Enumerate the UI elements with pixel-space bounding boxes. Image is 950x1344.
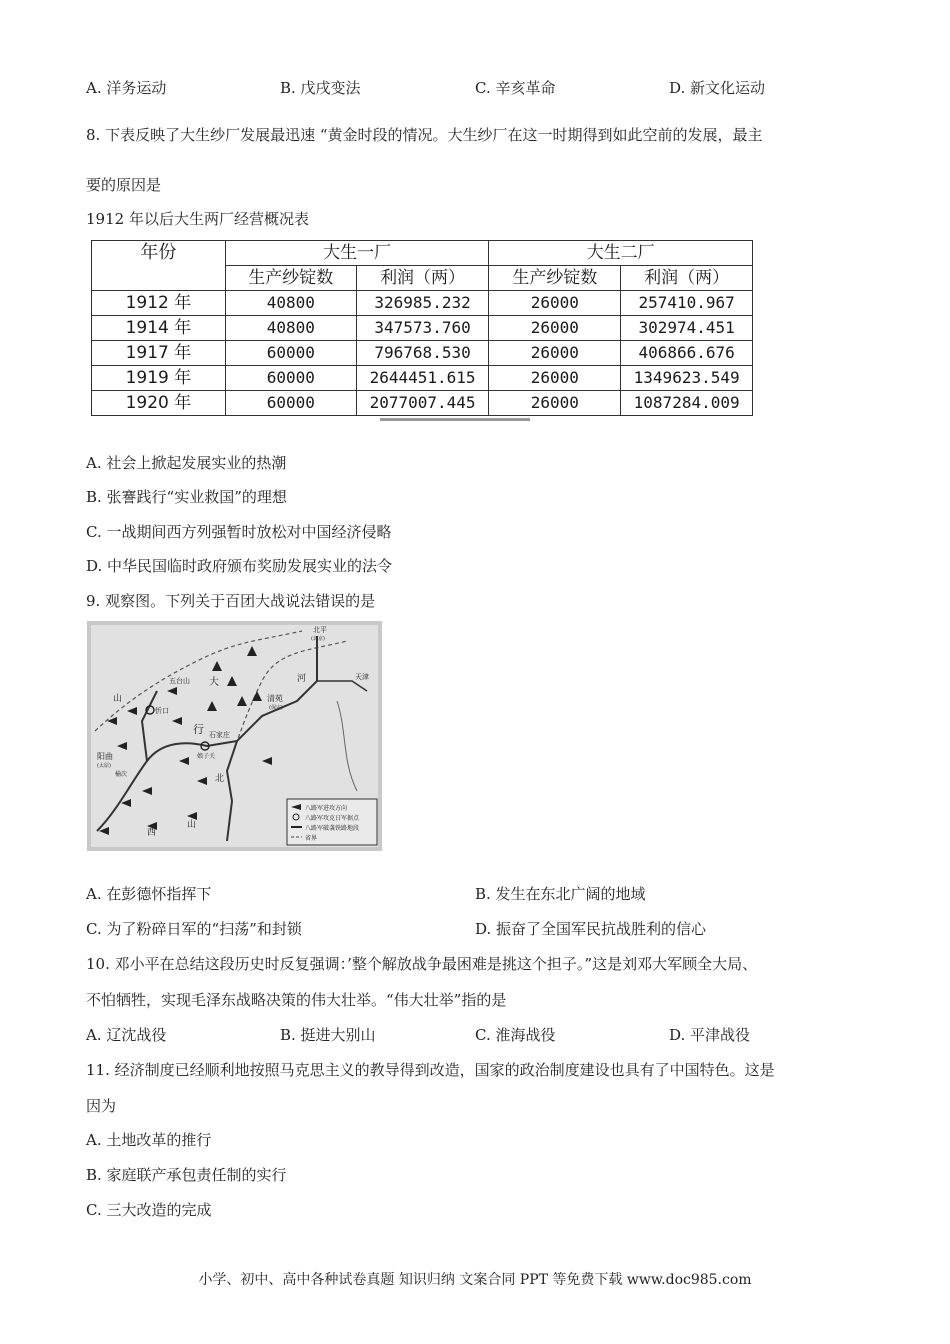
table-cell-spindles1: 60000 bbox=[225, 366, 356, 391]
q11-option-a: A. 土地改革的推行 bbox=[86, 1131, 212, 1149]
table-cell-spindles1: 40800 bbox=[225, 291, 356, 316]
table-row bbox=[92, 366, 753, 391]
table-cell-profit1: 347573.760 bbox=[356, 316, 489, 341]
q11-option-c: C. 三大改造的完成 bbox=[86, 1201, 212, 1219]
label-qingyuan-sub: (保定) bbox=[269, 705, 283, 711]
label-shijiazhuang: 石家庄 bbox=[209, 731, 230, 739]
label-da: 大 bbox=[209, 677, 219, 688]
legend-border: 省界 bbox=[305, 835, 318, 842]
label-yangqu: 阳曲 bbox=[97, 752, 113, 761]
label-wutaishan: 五台山 bbox=[169, 677, 190, 685]
label-shan2: 山 bbox=[187, 820, 197, 830]
q11-stem-line1: 11. 经济制度已经顺利地按照马克思主义的教导得到改造，国家的政治制度建设也具有了中国特色。这是 bbox=[86, 1061, 775, 1079]
scan-artifact-line bbox=[380, 418, 530, 421]
table-cell-year: 1920 年 bbox=[92, 391, 226, 416]
q8-option-b: B. 张謇践行“实业救国”的理想 bbox=[86, 488, 287, 506]
legend-attack-direction: 八路军进攻方向 bbox=[305, 805, 348, 812]
table-cell-profit2: 302974.451 bbox=[621, 316, 753, 341]
q9-option-c: C. 为了粉碎日军的“扫荡”和封锁 bbox=[86, 920, 302, 938]
table-cell-profit1: 2077007.445 bbox=[356, 391, 489, 416]
factory-table bbox=[91, 240, 753, 416]
table-header-profit-1: 利润（两） bbox=[356, 266, 489, 291]
table-cell-year: 1914 年 bbox=[92, 316, 226, 341]
q7-option-b: B. 戊戌变法 bbox=[280, 79, 361, 97]
q10-stem-line2: 不怕牺牲，实现毛泽东战略决策的伟大壮举。“伟大壮举”指的是 bbox=[86, 991, 507, 1009]
table-cell-spindles2: 26000 bbox=[489, 366, 621, 391]
table-header-spindles-2: 生产纱锭数 bbox=[489, 266, 621, 291]
label-xing: 行 bbox=[193, 723, 204, 736]
q7-option-d: D. 新文化运动 bbox=[669, 79, 766, 97]
q7-option-a: A. 洋务运动 bbox=[86, 79, 167, 97]
q7-option-c: C. 辛亥革命 bbox=[475, 79, 556, 97]
table-header-factory1: 大生一厂 bbox=[225, 241, 489, 266]
q10-stem-line1: 10. 邓小平在总结这段历史时反复强调：’整个解放战争最困难是挑这个担子。”这是刘邓大军顾全大局、 bbox=[86, 955, 758, 973]
q8-option-a: A. 社会上掀起发展实业的热潮 bbox=[86, 454, 287, 472]
q11-option-b: B. 家庭联产承包责任制的实行 bbox=[86, 1166, 287, 1184]
hundred-regiments-map bbox=[87, 621, 382, 851]
table-header-year: 年份 bbox=[92, 241, 226, 291]
table-cell-profit1: 796768.530 bbox=[356, 341, 489, 366]
label-yuci: 榆次 bbox=[115, 771, 128, 778]
label-beiping-sub: (北京) bbox=[311, 636, 325, 642]
table-row bbox=[92, 291, 753, 316]
label-qingyuan: 清苑 bbox=[267, 694, 283, 703]
table-cell-spindles2: 26000 bbox=[489, 391, 621, 416]
label-xi: 西 bbox=[147, 828, 157, 838]
table-cell-profit2: 1349623.549 bbox=[621, 366, 753, 391]
legend-stronghold: 八路军攻克日军据点 bbox=[305, 815, 360, 822]
table-cell-profit1: 326985.232 bbox=[356, 291, 489, 316]
q10-option-d: D. 平津战役 bbox=[669, 1026, 751, 1044]
table-cell-year: 1912 年 bbox=[92, 291, 226, 316]
table-cell-profit2: 1087284.009 bbox=[621, 391, 753, 416]
table-row bbox=[92, 316, 753, 341]
label-xinkou: 忻口 bbox=[155, 707, 169, 715]
q10-option-a: A. 辽沈战役 bbox=[86, 1026, 167, 1044]
label-niangziguan: 娘子关 bbox=[197, 753, 216, 760]
table-row bbox=[92, 391, 753, 416]
q8-option-d: D. 中华民国临时政府颁布奖励发展实业的法令 bbox=[86, 557, 393, 575]
label-shan: 山 bbox=[113, 694, 123, 704]
q9-stem: 9. 观察图。下列关于百团大战说法错误的是 bbox=[86, 592, 376, 610]
table-cell-profit2: 406866.676 bbox=[621, 341, 753, 366]
table-cell-spindles2: 26000 bbox=[489, 291, 621, 316]
q9-option-d: D. 振奋了全国军民抗战胜利的信心 bbox=[475, 920, 707, 938]
table-cell-year: 1917 年 bbox=[92, 341, 226, 366]
label-bei: 北 bbox=[215, 774, 225, 784]
q8-table-caption: 1912 年以后大生两厂经营概况表 bbox=[86, 210, 309, 228]
page-footer: 小学、初中、高中各种试卷真题 知识归纳 文案合同 PPT 等免费下载 www.doc985.com bbox=[198, 1272, 752, 1288]
table-cell-spindles1: 40800 bbox=[225, 316, 356, 341]
table-row bbox=[92, 341, 753, 366]
table-header-factory2: 大生二厂 bbox=[489, 241, 753, 266]
q10-option-c: C. 淮海战役 bbox=[475, 1026, 556, 1044]
q8-option-c: C. 一战期间西方列强暂时放松对中国经济侵略 bbox=[86, 523, 392, 541]
table-cell-spindles1: 60000 bbox=[225, 341, 356, 366]
table-cell-profit1: 2644451.615 bbox=[356, 366, 489, 391]
table-cell-spindles1: 60000 bbox=[225, 391, 356, 416]
table-cell-profit2: 257410.967 bbox=[621, 291, 753, 316]
table-cell-year: 1919 年 bbox=[92, 366, 226, 391]
q8-stem-line1: 8. 下表反映了大生纱厂发展最迅速 “黄金时段的情况。大生纱厂在这一时期得到如此空前的发展，最主 bbox=[86, 126, 763, 144]
q11-stem-line2: 因为 bbox=[86, 1097, 117, 1115]
label-yangqu-sub: (太原) bbox=[97, 763, 111, 769]
label-he: 河 bbox=[297, 674, 307, 684]
map-svg bbox=[87, 621, 382, 851]
q8-stem-line2: 要的原因是 bbox=[86, 176, 162, 194]
label-tianjin: 天津 bbox=[355, 673, 369, 681]
table-header-profit-2: 利润（两） bbox=[621, 266, 753, 291]
table-cell-spindles2: 26000 bbox=[489, 316, 621, 341]
legend-railway: 八路军破袭铁路地段 bbox=[305, 825, 360, 832]
q9-option-a: A. 在彭德怀指挥下 bbox=[86, 885, 212, 903]
q10-option-b: B. 挺进大别山 bbox=[280, 1026, 376, 1044]
table-header-spindles-1: 生产纱锭数 bbox=[225, 266, 356, 291]
table-cell-spindles2: 26000 bbox=[489, 341, 621, 366]
q9-option-b: B. 发生在东北广阔的地域 bbox=[475, 885, 646, 903]
label-beiping: 北平 bbox=[313, 626, 327, 634]
